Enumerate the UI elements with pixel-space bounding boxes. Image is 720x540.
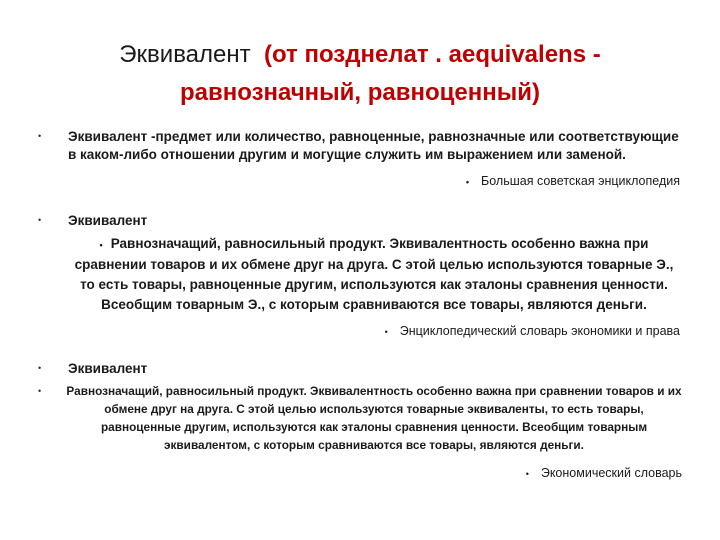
section-2-inner-bullet: • — [99, 240, 103, 250]
section-2-text: Равнозначащий, равносильный продукт. Эквивалентность особенно важна при сравнении товаров и их обмене друг на друга. С этой целью используются товарные Э., то есть товары, равноценные другим, используются как эталоны сравнения ценности. Всеобщим товарным Э., с которым сравниваются все товары, являются деньги. — [74, 236, 674, 312]
section-2-source-text: Энциклопедический словарь экономики и права — [399, 324, 680, 338]
section-3-source — [66, 464, 682, 483]
title-main: Эквивалент — [119, 41, 251, 68]
title-red-line1: (от позднелат . aequivalens - — [263, 41, 601, 68]
section-3-text: Равнозначащий, равносильный продукт. Эквивалентность особенно важна при сравнении товаров и их обмене друг на друга. С этой целью используются товарные эквиваленты, то есть товары, равноценные другим, используются как эталоны сравнения ценности. Всеобщим товарным эквивалентом, с которым сравниваются все товары, являются деньги. — [66, 384, 682, 452]
source-bullet: • — [525, 469, 529, 479]
section-2-heading: Эквивалент — [68, 213, 148, 228]
source-bullet: • — [384, 327, 388, 337]
section-3-heading: Эквивалент — [68, 361, 148, 376]
section-2-body — [68, 234, 680, 342]
source-bullet: • — [465, 177, 470, 187]
section-3-source-text: Экономический словарь — [540, 466, 682, 480]
bullet-1: • — [38, 131, 42, 141]
bullet-2: • — [38, 215, 42, 225]
bullet-3: • — [38, 363, 42, 373]
section-1-text: Эквивалент -предмет или количество, равноценные, равнозначные или соответствующие в каком-либо отношении другим и могущие служить им выражением или заменой. — [68, 129, 679, 162]
section-2-source — [68, 321, 680, 342]
section-3-body — [66, 382, 682, 483]
section-1-source-text: Большая советская энциклопедия — [481, 174, 680, 188]
title-red-line2: равнозначный, равноценный) — [179, 79, 541, 106]
section-1 — [68, 128, 680, 191]
bullet-4: • — [38, 386, 42, 396]
section-1-source — [68, 172, 680, 191]
slide-title — [40, 36, 680, 112]
